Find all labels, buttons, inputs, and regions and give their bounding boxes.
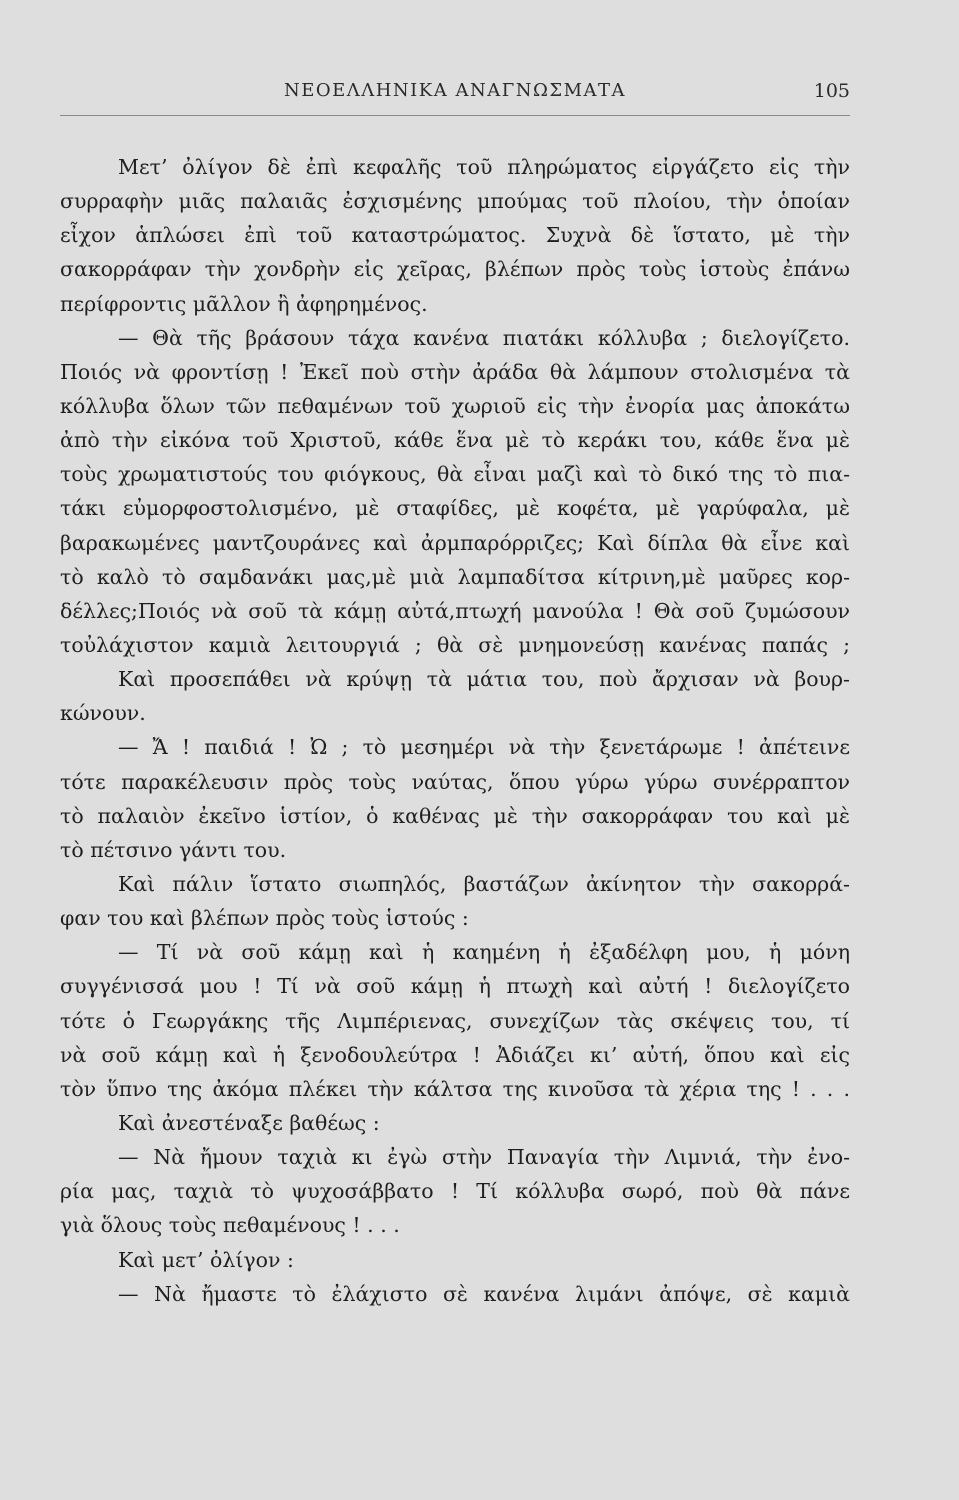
text-line: νὰ σοῦ κάμῃ καὶ ἡ ξενοδουλεύτρα ! Ἀδιάζει κι’ αὐτή, ὅπου καὶ εἰς (60, 1042, 850, 1067)
text-line: συρραφὴν μιᾶς παλαιᾶς ἐσχισμένης μπούμας τοῦ πλοίου, τὴν ὁποίαν (60, 189, 850, 214)
text-line: σακορράφαν τὴν χονδρὴν εἰς χεῖρας, βλέπων πρὸς τοὺς ἱστοὺς ἐπάνω (60, 257, 850, 282)
text-line: — Νὰ ἤμουν ταχιὰ κι ἐγὼ στὴν Παναγία τὴν Λιμνιά, τὴν ἐνο- (118, 1145, 850, 1170)
text-line: τοὺς χρωματιστούς του φιόγκους, θὰ εἶναι μαζὶ καὶ τὸ δικό της τὸ πια- (60, 462, 850, 487)
page-header (60, 78, 850, 118)
text-line: τότε ὁ Γεωργάκης τῆς Λιμπέριενας, συνεχίζων τὰς σκέψεις του, τί (60, 1008, 850, 1033)
text-line: Μετ’ ὀλίγον δὲ ἐπὶ κεφαλῆς τοῦ πληρώματος εἰργάζετο εἰς τὴν (118, 155, 850, 179)
text-line: φαν του καὶ βλέπων πρὸς τοὺς ἱστούς : (60, 906, 469, 931)
text-line: Καὶ μετ’ ὀλίγον : (118, 1247, 294, 1272)
text-line: Καὶ ἀνεστέναξε βαθέως : (118, 1110, 380, 1135)
text-line: τότε παρακέλευσιν πρὸς τοὺς ναύτας, ὅπου γύρω γύρω συνέρραπτον (60, 769, 850, 794)
header-rule (60, 115, 850, 116)
text-line: γιὰ ὅλους τοὺς πεθαμένους ! . . . (60, 1213, 400, 1238)
text-line: ἀπὸ τὴν εἰκόνα τοῦ Χριστοῦ, κάθε ἕνα μὲ τὸ κεράκι του, κάθε ἕνα μὲ (60, 428, 850, 453)
text-line: τὸ πέτσινο γάντι του. (60, 837, 287, 862)
text-line: τοὐλάχιστον καμιὰ λειτουργιά ; θὰ σὲ μνημονεύσῃ κανένας παπάς ; (60, 632, 850, 657)
text-line: κόλλυβα ὅλων τῶν πεθαμένων τοῦ χωριοῦ εἰς τὴν ἐνορία μας ἀποκάτω (60, 393, 850, 418)
text-line: Ποιός νὰ φροντίσῃ ! Ἐκεῖ ποὺ στὴν ἀράδα θὰ λάμπουν στολισμένα τὰ (60, 359, 850, 384)
text-line: τὸ παλαιὸν ἐκεῖνο ἱστίον, ὁ καθένας μὲ τὴν σακορράφαν του καὶ μὲ (60, 803, 850, 828)
running-title: ΝΕΟΕΛΛΗΝΙΚΑ ΑΝΑΓΝΩΣΜΑΤΑ (283, 80, 627, 101)
text-line: Καὶ προσεπάθει νὰ κρύψῃ τὰ μάτια του, ποὺ ἄρχισαν νὰ βουρ- (118, 667, 850, 692)
text-line: κώνουν. (60, 701, 146, 726)
text-line: βαρακωμένες μαντζουράνες καὶ ἀρμπαρόρριζες; Καὶ δίπλα θὰ εἶνε καὶ (60, 530, 850, 555)
text-line: περίφροντις μᾶλλον ἢ ἀφηρημένος. (60, 291, 428, 316)
body-text (60, 150, 850, 1311)
text-line: — Θὰ τῆς βράσουν τάχα κανένα πιατάκι κόλλυβα ; διελογίζετο. (118, 325, 850, 350)
text-line: — Ἄ ! παιδιά ! Ὠ ; τὸ μεσημέρι νὰ τὴν ξενετάρωμε ! ἀπέτεινε (118, 735, 850, 760)
text-line: — Νὰ ἤμαστε τὸ ἐλάχιστο σὲ κανένα λιμάνι ἀπόψε, σὲ καμιὰ (118, 1281, 850, 1306)
page-number: 105 (813, 80, 850, 102)
text-line: τὸν ὕπνο της ἀκόμα πλέκει τὴν κάλτσα της κινοῦσα τὰ χέρια της ! . . . (60, 1076, 850, 1101)
text-line: Καὶ πάλιν ἵστατο σιωπηλός, βαστάζων ἀκίνητον τὴν σακορρά- (118, 871, 850, 896)
text-line: εἶχον ἁπλώσει ἐπὶ τοῦ καταστρώματος. Συχνὰ δὲ ἵστατο, μὲ τὴν (60, 223, 850, 248)
text-line: συγγένισσά μου ! Τί νὰ σοῦ κάμῃ ἡ πτωχὴ καὶ αὐτή ! διελογίζετο (60, 974, 850, 999)
text-line: ρία μας, ταχιὰ τὸ ψυχοσάββατο ! Τί κόλλυβα σωρό, ποὺ θὰ πάνε (60, 1179, 850, 1204)
text-line: τάκι εὐμορφοστολισμένο, μὲ σταφίδες, μὲ κοφέτα, μὲ γαρύφαλα, μὲ (60, 496, 850, 521)
text-line: δέλλες;Ποιός νὰ σοῦ τὰ κάμῃ αὐτά,πτωχή μανούλα ! Θὰ σοῦ ζυμώσουν (60, 598, 850, 623)
text-line: — Τί νὰ σοῦ κάμῃ καὶ ἡ καημένη ἡ ἐξαδέλφη μου, ἡ μόνη (118, 940, 850, 965)
text-line: τὸ καλὸ τὸ σαμδανάκι μας,μὲ μιὰ λαμπαδίτσα κίτρινη,μὲ μαῦρες κορ- (60, 564, 850, 589)
